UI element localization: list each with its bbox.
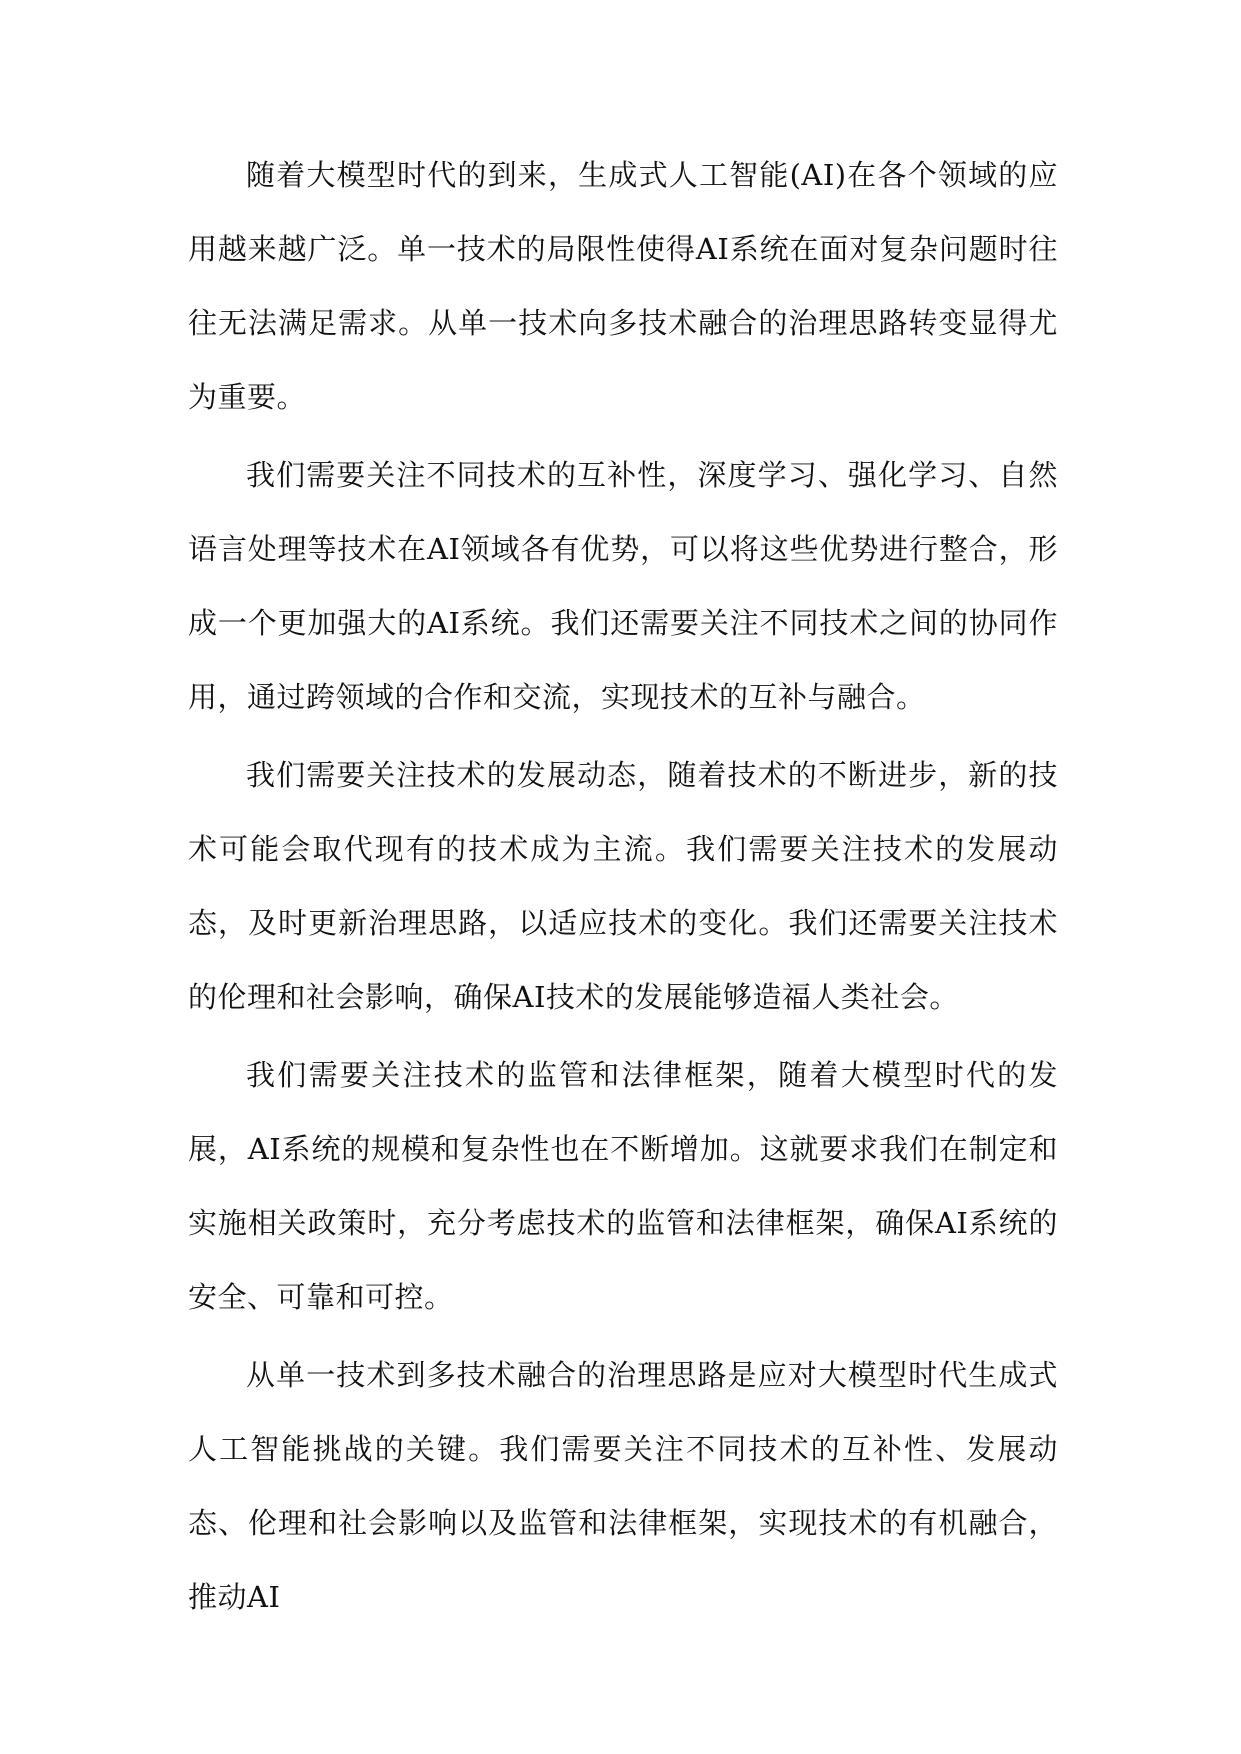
paragraph-5: 从单一技术到多技术融合的治理思路是应对大模型时代生成式人工智能挑战的关键。我们需要关注不同技术的互补性、发展动态、伦理和社会影响以及监管和法律框架，实现技术的有机融合，推动AI [188,1358,1058,1614]
paragraph-4: 我们需要关注技术的监管和法律框架，随着大模型时代的发展，AI系统的规模和复杂性也在不断增加。这就要求我们在制定和实施相关政策时，充分考虑技术的监管和法律框架，确保AI系统的安全、可靠和可控。 [188,1058,1058,1314]
paragraph-2: 我们需要关注不同技术的互补性，深度学习、强化学习、自然语言处理等技术在AI领域各有优势，可以将这些优势进行整合，形成一个更加强大的AI系统。我们还需要关注不同技术之间的协同作用，通过跨领域的合作和交流，实现技术的互补与融合。 [188,458,1058,714]
paragraph-1: 随着大模型时代的到来，生成式人工智能(AI)在各个领域的应用越来越广泛。单一技术的局限性使得AI系统在面对复杂问题时往往无法满足需求。从单一技术向多技术融合的治理思路转变显得尤为重要。 [188,158,1058,414]
paragraph-3: 我们需要关注技术的发展动态，随着技术的不断进步，新的技术可能会取代现有的技术成为主流。我们需要关注技术的发展动态，及时更新治理思路，以适应技术的变化。我们还需要关注技术的伦理和社会影响，确保AI技术的发展能够造福人类社会。 [188,758,1058,1014]
